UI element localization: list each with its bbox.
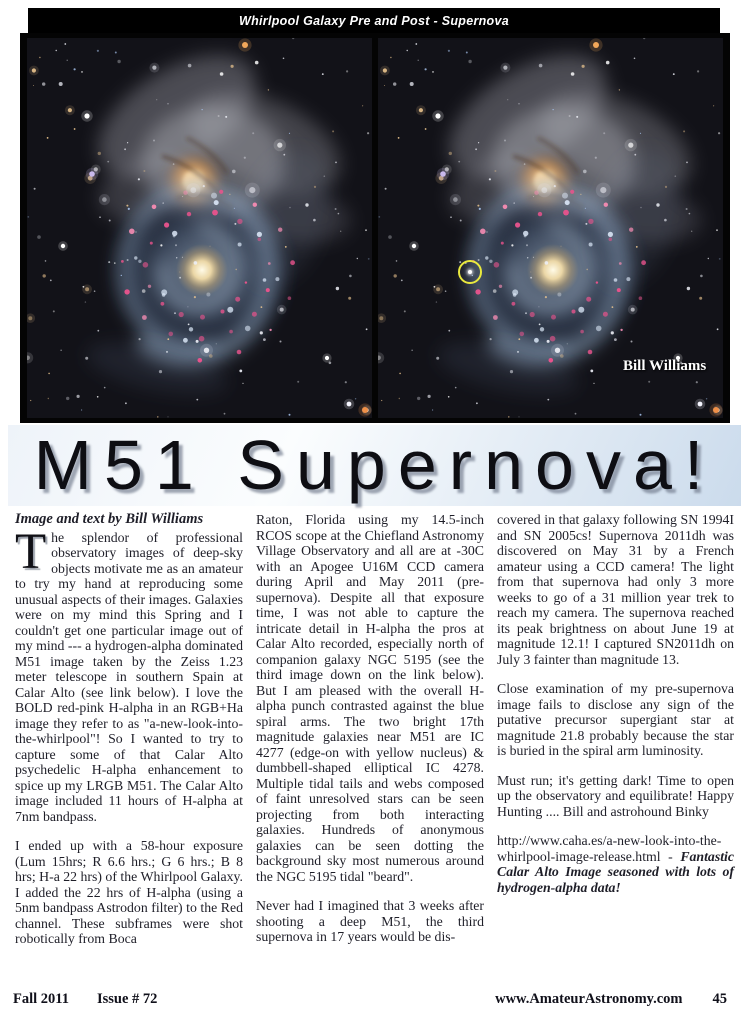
photo-credit: Bill Williams <box>623 358 707 374</box>
page-footer <box>13 991 727 1008</box>
footer-issue: Issue # 72 <box>97 991 158 1007</box>
article-column-1 <box>15 512 243 961</box>
galaxy-image-pre <box>27 38 372 418</box>
title-band <box>8 425 741 506</box>
article-paragraph: Must run; it's getting dark! Time to open up the observatory and equilibrate! Happy Hunting .... Bill and astrohound Binky <box>497 772 734 819</box>
page-title: M51 Supernova! <box>33 426 716 504</box>
supernova-star <box>468 270 472 274</box>
supernova-marker-icon <box>458 260 482 284</box>
article-paragraph: covered in that galaxy following SN 1994I and SN 2005cs! Supernova 2011dh was discovered on May 31 by a French amateur using a CCD camera! The light from that supernova had only 3 more weeks to go of a 31 million year trek to reach my camera. The supernova reached its peak brightness on about June 19 at magnitude 12.1! I captured SN2011dh on July 3 fainter than magnitude 13. <box>497 512 734 667</box>
photo-post-supernova <box>378 38 723 418</box>
article-paragraph: Raton, Florida using my 14.5-inch RCOS scope at the Chiefland Astronomy Village Observatory and all are at -30C with an Apogee U16M CCD camera during April and May 2011 (pre-supernova). Despite all that exposure time, I was not able to capture the intricate detail in H-alpha the pros at Calar Alto recorded, especially north of companion galaxy NGC 5195 (see the third image down on the link below). But I am pleased with the overall H-alpha punch contrasted against the blue spiral arms. The two bright 17th magnitude galaxies near M51 are IC 4277 (edge-on with yellow nucleus) & dumbbell-shaped elliptical IC 4278. Multiple tidal tails and webs composed of faint unresolved stars can be seen projecting from both interacting galaxies. Hundreds of anonymous galaxies can be seen dotting the background sky most numerous around the NGC 5195 tidal "beard". <box>256 512 484 884</box>
article-paragraph: Close examination of my pre-supernova image fails to disclose any sign of the putative precursor supergiant star at magnitude 21.8 probably because the star is buried in the spiral arm luminosity. <box>497 681 734 758</box>
header-bar <box>28 8 720 33</box>
footer-page-number: 45 <box>712 991 727 1007</box>
column-1-text <box>15 523 243 947</box>
article-paragraph: The splendor of professional observatory images of deep-sky objects motivate me as an amateur to try my hand at reproducing some unusual aspects of their images. Galaxies were on my mind this Spring and I couldn't get one particular image out of my mind --- a hydrogen-alpha dominated M51 image taken by the Zeiss 1.23 meter telescope in southern Spain at Calar Alto (see link below). I love the BOLD red-pink H-alpha in an RGB+Ha image they refer to as "a-new-look-into-the-whirlpool"! So I wanted to try to capture some of that Calar Alto psychedelic H-alpha enhancement to spice up my LRGB M51. The Calar Alto image included 11 hours of H-alpha at 7nm bandpass. <box>15 523 243 824</box>
article-column-3 <box>497 512 734 909</box>
emphasis-text: Fantastic Calar Alto Image seasoned with lots of hydrogen-alpha data! <box>497 848 734 895</box>
column-2-text <box>256 512 484 945</box>
byline: Image and text by Bill Williams <box>15 511 204 527</box>
drop-cap: T <box>15 523 47 580</box>
photo-pre-supernova <box>27 38 372 418</box>
column-3-text <box>497 512 734 895</box>
article-paragraph: I ended up with a 58-hour exposure (Lum 15hrs; R 6.6 hrs.; G 6 hrs.; B 8 hrs; H-a 22 hrs) of the Whirlpool Galaxy. I added the 22 hrs of H-alpha (using a 5nm bandpass Astrodon filter) to the Red channel. These subframes were shot robotically from Boca <box>15 838 243 946</box>
article-column-2 <box>256 512 484 959</box>
header-title: Whirlpool Galaxy Pre and Post - Supernova <box>239 13 509 28</box>
article-paragraph: http://www.caha.es/a-new-look-into-the-whirlpool-image-release.html - Fantastic Calar Alto Image seasoned with lots of hydrogen-alpha data! <box>497 833 734 895</box>
article-paragraph: Never had I imagined that 3 weeks after shooting a deep M51, the third supernova in 17 years would be dis- <box>256 898 484 944</box>
footer-season: Fall 2011 <box>13 991 69 1007</box>
footer-website: www.AmateurAstronomy.com <box>495 991 683 1007</box>
photo-frame <box>20 33 730 423</box>
